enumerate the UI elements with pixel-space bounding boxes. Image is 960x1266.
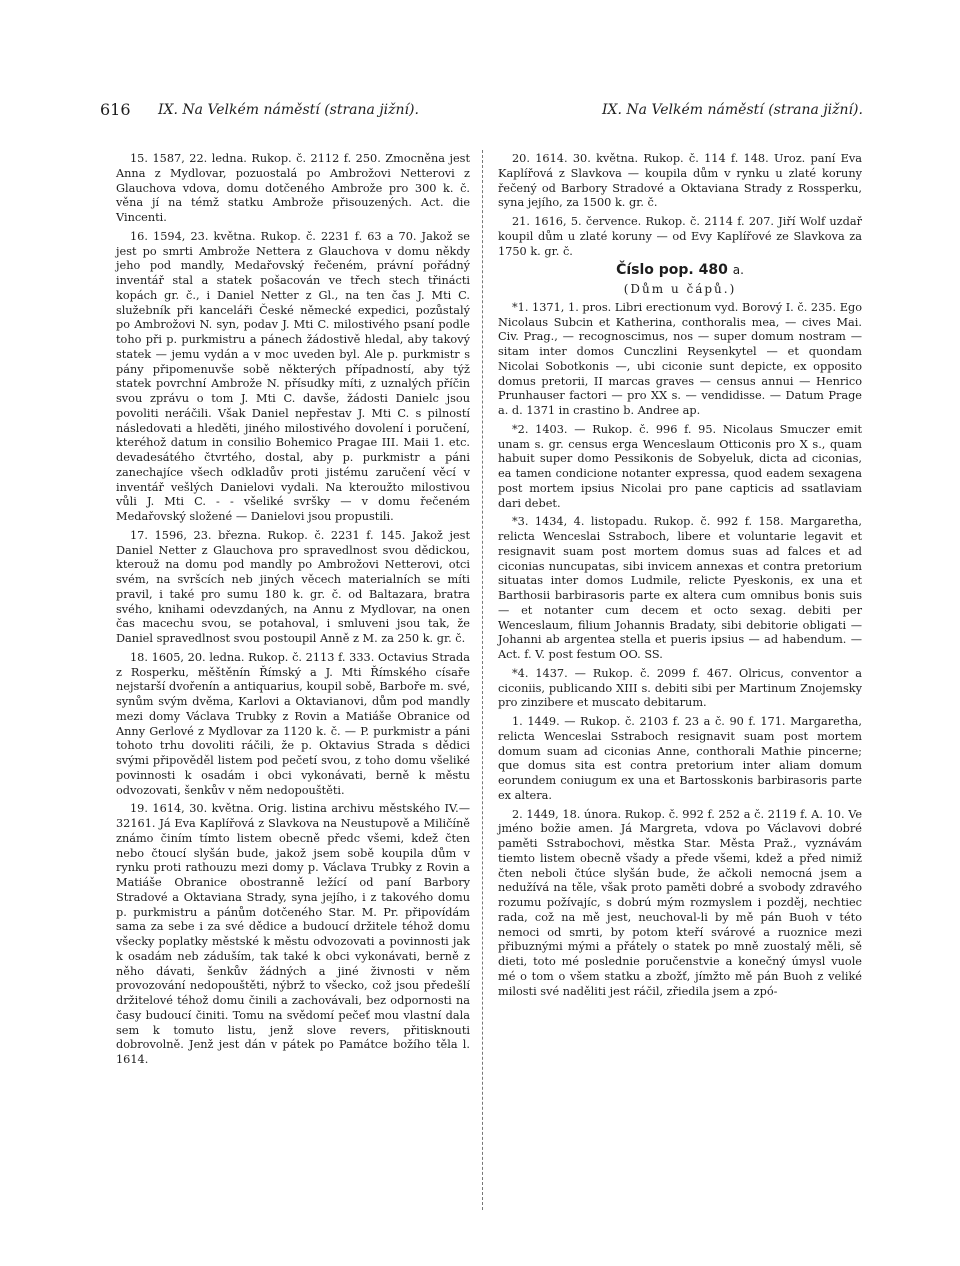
entry-2: 2. 1449, 18. února. Rukop. č. 992 f. 252 a č. 2119 f. A. 10. Ve jméno božie amen. Já Margreta, vdova po Václavovi dobré paměti Sstrabochovi, městka Star. Města Praž., vyznávám tiemto listem obecně všady a přede všemi, kdež a před nimiž čten neboli čtúce slyšán bude, že ačkoli nemocná jsem a nedužívá na těle, však proto paměti dobré a svobody zdravého rozumu požívajíc, s dobrú mým rozmyslem i pozděj, nechtiec rada, což na mě jest, neuchoval-li by mě pán Buoh v této nemoci od smrti, by potom kteří svárové a ruoznice mezi přibuznými mými a přátely o statek po mně zuostalý měli, sě dieti, toto mé poslednie poručenstvie a konečný úmysl vuole mé o tom o všem statku a zbožť, jímžto mě pán Buoh z veliké milosti své naděliti jest ráčil, zřiedila jsem a zpó- (498, 807, 862, 998)
right-column (498, 152, 862, 1003)
section-title-suffix: a. (732, 263, 744, 278)
entry-18: 18. 1605, 20. ledna. Rukop. č. 2113 f. 333. Octavius Strada z Rosperku, měštěnín Římský a J. Mti Římského císaře nejstarší dvořenín a antiquarius, koupil sobě, Barboře m. své, synům svým dvěma, Karlovi a Oktavianovi, dům pod mandly mezi domy Václava Trubky z Rovin a Matiáše Obranice od Anny Gerlové z Mydlovar za 1120 k. č. — P. purkmistr a páni tohoto trhu dovoliti ráčili, že p. Oktavius Strada s dědici svými připověděl listem pod pečetí svou, z toho domu všeliké povinnosti k osadám i obci vykonávati, berně k městu odvozovati, šenkův v něm nedopouštěti. (116, 650, 470, 797)
page-number: 616 (100, 100, 131, 119)
section-subtitle: (Dům u čápů.) (623, 282, 737, 296)
entry-17: 17. 1596, 23. března. Rukop. č. 2231 f. 145. Jakož jest Daniel Netter z Glauchova pro spravedlnost svou dědickou, kterouž na domu pod mandly po Ambrožovi Netterovi, otci svém, na svršcích neb jiných věcech materialních se míti pravil, i také pro sumu 180 k. gr. č. od Baltazara, bratra svého, knihami odevzdaných, na Annu z Mydlovar, na onen čas macechu svou, se potahoval, i smluveni jsou tak, že Daniel spravedlnost svou postoupil Anně z M. za 250 k. gr. č. (116, 528, 470, 645)
entry-star-4: *4. 1437. — Rukop. č. 2099 f. 467. Olricus, conventor a ciconiis, publicando XIII s. debiti sibi per Martinum Znojemsky pro zinzibere et muscato debitarum. (498, 666, 862, 710)
entry-1: 1. 1449. — Rukop. č. 2103 f. 23 a č. 90 f. 171. Margaretha, relicta Wenceslai Sstraboch resignavit suam post mortem domum suam ad ciconias Anne, conthorali Mathie pincerne; que domus sita est contra pretorium inter aliam domum eorundem coniugum ex una et Bartosskonis barbirasoris parte ex altera. (498, 715, 862, 802)
left-column (116, 152, 470, 1072)
running-header-right: IX. Na Velkém náměstí (strana jižní). (602, 102, 863, 118)
entry-star-1: *1. 1371, 1. pros. Libri erectionum vyd. Borový I. č. 235. Ego Nicolaus Subcin et Katherina, conthoralis mea, — cives Mai. Civ. Prag., — recognoscimus, nos — super domum nostram — sitam inter domos Cunczlini Reysenkytel — et quondam Nicolai Sobotkonis —, ubi ciconie sunt depicte, ex opposito domus pretorii, II marcas graves — census annui — Henrico Prunhauser factori — pro XX s. — vendidisse. — Datum Prage a. d. 1371 in crastino b. Andree ap. (498, 300, 862, 417)
section-title: Číslo pop. 480 (616, 262, 728, 279)
entry-star-3: *3. 1434, 4. listopadu. Rukop. č. 992 f. 158. Margaretha, relicta Wenceslai Sstraboch, libere et voluntarie legavit et resignavit suam post mortem domus suas ad falces et ad ciconias nuncupatas, sibi invicem annexas et contra pretorium situatas inter domos Ludmile, relicte Pyeskonis, ex una et Barthosii barbirasoris parte ex altera cum omnibus bonis suis — et notanter cum decem et octo sexag. debiti per Wenceslaum, filium Johannis Bradaty, sibi debitorie obligati — Johanni ab argentea stella et pueris ipsius — ad habendum. — Act. f. V. post festum OO. SS. (498, 515, 862, 661)
column-divider (482, 150, 483, 1210)
entry-21: 21. 1616, 5. července. Rukop. č. 2114 f. 207. Jiří Wolf uzdař koupil dům u zlaté koruny — od Evy Kaplířové ze Slavkova za 1750 k. gr. č. (498, 215, 862, 258)
entry-20: 20. 1614. 30. května. Rukop. č. 114 f. 148. Uroz. paní Eva Kaplířová z Slavkova — koupila dům v rynku u zlaté koruny řečený od Barbory Stradové a Oktaviana Strady z Rossperku, syna jejího, za 1500 k. gr. č. (498, 152, 862, 210)
section-heading (498, 263, 862, 278)
entry-16: 16. 1594, 23. května. Rukop. č. 2231 f. 63 a 70. Jakož se jest po smrti Ambrože Nettera z Glauchova v domu někdy jeho pod mandly, Medařovský řečeném, právní pořádný inventář stal a statek pošacován ve třech stech třinácti kopách gr. č., i Daniel Netter z Gl., na ten čas J. Mti C. služebník při kanceláři České německé expedici, pozůstalý po Ambrožovi N. syn, podav J. Mti C. milostivého psaní podle toho při p. purkmistru a pánech žádostivě hledal, aby takový statek — jemu vydán a v moc uveden byl. Ale p. purkmistr s pány připomenuvše sobě některých případností, aby týž statek povrchní Ambrože N. přísudky míti, z uznalých příčin svou zprávu o tom J. Mti C. davše, žádosti Danielc jsou povoliti neráčili. Však Daniel nepřestav J. Mti C. s pilností následovati a hleděti, jiného milostivého dovolení i poručení, kteréhož datum in consilio Bohemico Pragae III. Maii 1. etc. devadesátého čtvrtého, dostal, aby p. purkmistr a páni zanechajíce všech odkladův proti jistému zaručení věcí v inventář vešlých Danielovi vydali. Na kteroužto milostivou vůli J. Mti C. - - všeliké svršky — v domu řečeném Medařovský složené — Danielovi jsou propustili. (116, 229, 470, 523)
entry-15: 15. 1587, 22. ledna. Rukop. č. 2112 f. 250. Zmocněna jest Anna z Mydlovar, pozuostalá po Ambrožovi Netterovi z Glauchova vdova, domu dotčeného Ambrože pro 300 k. č. věna jí na témž statku Ambrože přisouzených. Act. die Vincenti. (116, 152, 470, 224)
running-header-left: IX. Na Velkém náměstí (strana jižní). (158, 102, 419, 118)
entry-19: 19. 1614, 30. května. Orig. listina archivu městského IV.—32161. Já Eva Kaplířová z Slavkova na Neustupově a Miličíně známo činím tímto listem obecně předc všemi, kdež čten nebo čtoucí slyšán bude, jakož jsem sobě koupila dům v rynku proti rathouzu mezi domy p. Václava Trubky z Rovin a Matiáše Obranice obostranně ležící od paní Barbory Stradové a Oktaviana Strady, syna jejího, i z takového domu p. purkmistru a pánům dotčeného Star. M. Pr. připovídám sama za sebe i za své dědice a budoucí držitele téhož domu všecky poplatky městské k městu odvozovati a povinnosti jak k osadám neb záduším, tak také k obci vykonávati, berně z něho dávati, šenkův žádných a jiné živnosti v něm provozování nedopouštěti, nýbrž to všecko, což jsou předešlí držitelové téhož domu činili a zachovávali, bez odpornosti na časy budoucí činiti. Tomu na svědomí pečeť mou vlastní dala sem k tomuto listu, jenž slove revers, přitisknouti dobrovolně. Jenž jest dán v pátek po Památce božího těla l. 1614. (116, 802, 470, 1066)
entry-star-2: *2. 1403. — Rukop. č. 996 f. 95. Nicolaus Smuczer emit unam s. gr. census erga Wenceslaum Otticonis pro X s., quam habuit super domo Pessikonis de Sobyeluk, dicta ad ciconias, ea tamen condicione notanter expressa, quod eadem sexagena post mortem ipsius Nicolai pro pane capticis ad ssatlaviam dari debet. (498, 422, 862, 510)
